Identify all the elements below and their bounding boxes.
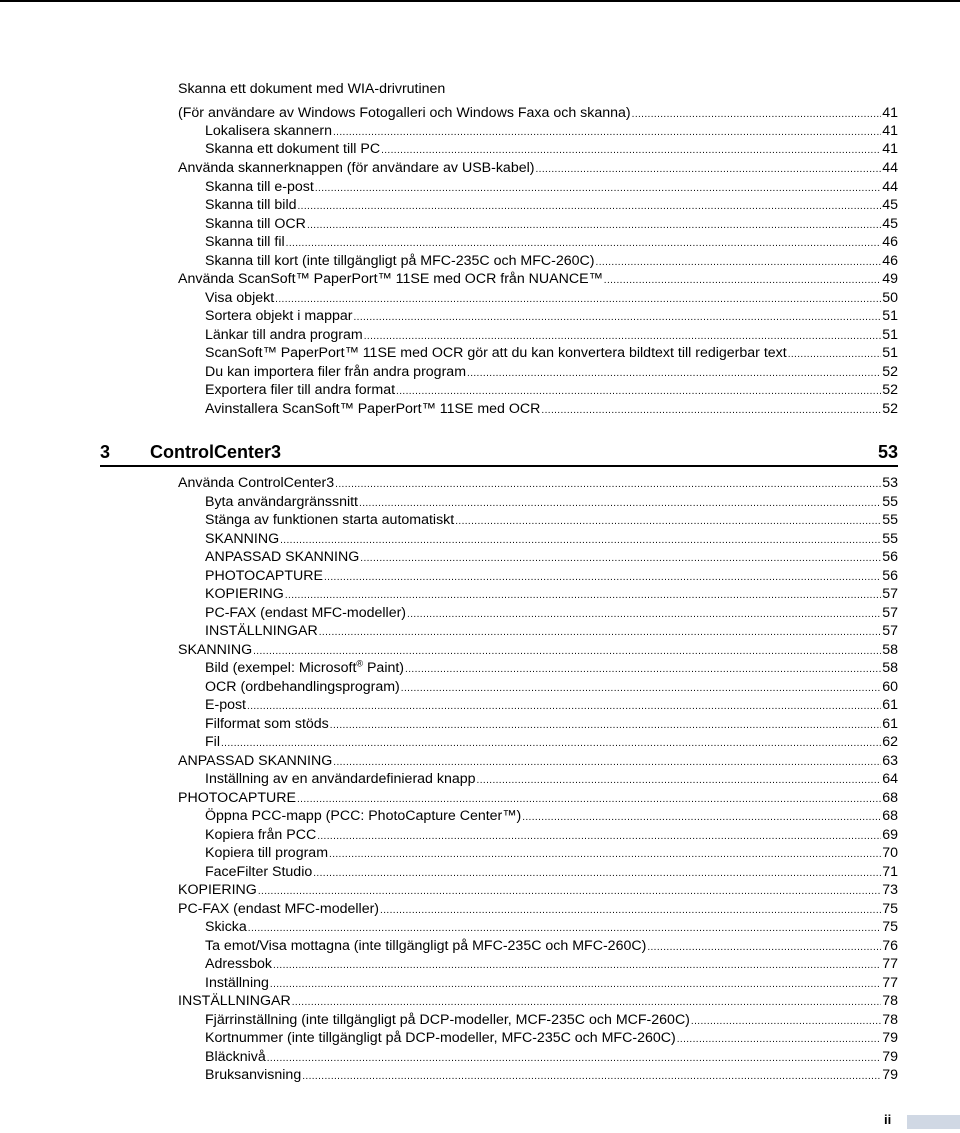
toc-entry-text: Bläcknivå [205,1049,266,1065]
toc-entry[interactable] [205,863,898,881]
leader-dots [396,383,881,401]
toc-page-number: 57 [882,586,898,602]
toc-entry-text: Öppna PCC-mapp (PCC: PhotoCapture Center™) [205,808,522,824]
toc-entry[interactable] [205,955,898,973]
toc-page-number: 41 [882,141,898,157]
toc-entry[interactable] [205,252,898,270]
toc-entry-text: Adressbok [205,956,273,972]
toc-page-number: 71 [882,864,898,880]
toc-entry[interactable] [205,530,898,548]
toc-entry-text: ANPASSAD SKANNING [178,753,333,769]
toc-entry[interactable] [205,196,898,214]
toc-page-number: 68 [882,790,898,806]
toc-page-number: 64 [882,771,898,787]
toc-page-number: 52 [882,401,898,417]
toc-entry[interactable] [205,937,898,955]
toc-page-number: 78 [882,993,898,1009]
toc-entry[interactable] [205,807,898,825]
toc-entry[interactable] [178,641,898,659]
toc-entry[interactable] [205,567,898,585]
toc-entry-text [205,659,404,677]
toc-entry-text: Kortnummer (inte tillgängligt på DCP-modeller, MFC-235C och MFC-260C) [205,1030,676,1046]
toc-entry[interactable] [178,789,898,807]
toc-page-number: 75 [882,919,898,935]
leader-dots [298,198,882,216]
toc-entry-text: PC-FAX (endast MFC-modeller) [205,605,407,621]
toc-entry[interactable] [205,122,898,140]
footer-color-bar [907,1115,960,1129]
toc-entry-text: SKANNING [178,642,253,658]
toc-page-number: 76 [882,938,898,954]
toc-page-number: 50 [882,290,898,306]
toc-entry-text: Fil [205,734,220,750]
toc-page-number: 45 [882,197,898,213]
leader-dots [248,920,881,938]
toc-page-number: 49 [882,271,898,287]
toc-entry[interactable] [205,215,898,233]
toc-page-number: 57 [882,623,898,639]
toc-entry-text: Skanna till OCR [205,216,306,232]
toc-entry-text: Kopiera till program [205,845,329,861]
toc-entry-text: FaceFilter Studio [205,864,313,880]
toc-entry[interactable] [205,622,898,640]
toc-page-number: 69 [882,827,898,843]
toc-entry-text: KOPIERING [205,586,284,602]
toc-entry[interactable] [205,1048,898,1066]
toc-entry[interactable] [205,548,898,566]
toc-entry[interactable] [205,307,898,325]
leader-dots [455,513,881,531]
toc-entry-text: Avinstallera ScanSoft™ PaperPort™ 11SE med OCR [205,401,541,417]
toc-entry[interactable] [205,344,898,362]
top-rule [0,0,960,2]
toc-page-number: 79 [882,1030,898,1046]
toc-page-number: 77 [882,975,898,991]
toc-page-number: 44 [882,179,898,195]
leader-dots [604,272,881,290]
toc-entry-text: Skicka [205,919,247,935]
toc-entry-text: Stänga av funktionen starta automatiskt [205,512,455,528]
toc-entry-text: Använda ScanSoft™ PaperPort™ 11SE med OCR från NUANCE™ [178,271,603,287]
toc-entry-text: PC-FAX (endast MFC-modeller) [178,901,380,917]
leader-dots [335,476,881,494]
toc-page-number: 68 [882,808,898,824]
toc-entry-text: (För användare av Windows Fotogalleri och Windows Faxa och skanna) [178,105,631,121]
toc-entry[interactable] [205,733,898,751]
registered-mark: ® [356,658,364,669]
toc-entry-text: PHOTOCAPTURE [178,790,296,806]
leader-dots [292,994,881,1012]
leader-dots [329,846,881,864]
toc-page-number: 55 [882,512,898,528]
toc-entry[interactable] [205,770,898,788]
toc-entry[interactable] [178,104,898,122]
toc-entry-text: Byta användargränssnitt [205,494,359,510]
leader-dots [285,587,881,605]
leader-dots [273,957,881,975]
toc-entry-text: Bruksanvisning [205,1067,302,1083]
toc-entry[interactable] [178,900,898,918]
toc-entry[interactable] [205,140,898,158]
toc-page-number: 51 [882,345,898,361]
toc-entry[interactable] [205,326,898,344]
toc-entry-text: OCR (ordbehandlingsprogram) [205,679,400,695]
toc-page-number: 75 [882,901,898,917]
toc-entry[interactable] [178,881,898,899]
toc-entry-text: Skanna till e-post [205,179,314,195]
toc-entry[interactable] [205,178,898,196]
toc-entry[interactable] [205,604,898,622]
leader-dots [541,402,881,420]
leader-dots [535,161,881,179]
toc-entry[interactable] [205,715,898,733]
toc-entry-text: Visa objekt [205,290,275,306]
leader-dots [302,1068,881,1086]
toc-page-number: 73 [882,882,898,898]
toc-page-number: 53 [882,475,898,491]
toc-page-number: 58 [882,660,898,676]
toc-page-number: 46 [882,234,898,250]
toc-page-number: 61 [882,716,898,732]
chapter-rule [100,465,898,467]
toc-page-number: 51 [882,308,898,324]
footer-page-label: ii [884,1112,892,1127]
toc-entry[interactable] [205,493,898,511]
toc-entry-text: Lokalisera skannern [205,123,332,139]
toc-page-number: 41 [882,123,898,139]
chapter-number: 3 [100,441,111,462]
toc-entry[interactable] [205,1011,898,1029]
toc-entry[interactable] [205,233,898,251]
toc-page-number: 70 [882,845,898,861]
toc-entry-text: Sortera objekt i mappar [205,308,353,324]
toc-page-number: 79 [882,1067,898,1083]
toc-entry-text-part: Bild (exempel: Microsoft [205,660,357,676]
toc-entry[interactable] [205,974,898,992]
toc-entry-text-part: Paint) [363,660,405,676]
toc-entry[interactable] [178,474,898,492]
leader-dots [360,550,881,568]
leader-dots [677,1031,882,1049]
toc-entry[interactable] [205,400,898,418]
toc-entry-text: Ta emot/Visa mottagna (inte tillgängligt på MFC-235C och MFC-260C) [205,938,647,954]
toc-page-number: 55 [882,531,898,547]
toc-entry[interactable] [205,696,898,714]
toc-entry[interactable] [205,381,898,399]
leader-dots [522,809,881,827]
leader-dots [258,883,881,901]
leader-dots [247,698,881,716]
toc-entry-text: Använda skannerknappen (för användare av USB-kabel) [178,160,535,176]
toc-entry[interactable] [205,678,898,696]
toc-entry-text: PHOTOCAPTURE [205,568,323,584]
toc-page-number: 58 [882,642,898,658]
toc-entry-text: INSTÄLLNINGAR [178,993,291,1009]
toc-entry[interactable] [178,270,898,288]
toc-entry-text: Länkar till andra program [205,327,363,343]
toc-entry[interactable] [178,752,898,770]
toc-entry-text: ANPASSAD SKANNING [205,549,360,565]
toc-page-number: 79 [882,1049,898,1065]
toc-page-number: 62 [882,734,898,750]
toc-entry[interactable] [205,585,898,603]
toc-entry[interactable] [178,80,445,98]
toc-entry-text: Inställning [205,975,269,991]
toc-page-number: 52 [882,364,898,380]
toc-page-number: 46 [882,253,898,269]
toc-entry[interactable] [205,1066,898,1084]
toc-page-number: 56 [882,549,898,565]
toc-entry[interactable] [205,844,898,862]
toc-page-number: 51 [882,327,898,343]
toc-entry-text: Skanna ett dokument med WIA-drivrutinen [178,81,446,97]
toc-entry-text: ScanSoft™ PaperPort™ 11SE med OCR gör att du kan konvertera bildtext till redigerbar text [205,345,787,361]
toc-entry-text: Skanna till kort (inte tillgängligt på MFC-235C och MFC-260C) [205,253,595,269]
toc-entry-text: Kopiera från PCC [205,827,317,843]
toc-entry[interactable] [205,289,898,307]
toc-page-number: 61 [882,697,898,713]
leader-dots [221,735,881,753]
toc-entry-text: Inställning av en användardefinierad knapp [205,771,476,787]
toc-entry-text: SKANNING [205,531,280,547]
chapter-page-number: 53 [877,441,898,462]
toc-entry-text: Skanna till fil [205,234,285,250]
toc-entry-text: Skanna ett dokument till PC [205,141,381,157]
toc-page-number: 52 [882,382,898,398]
toc-entry[interactable] [205,659,898,677]
toc-entry-text: Fjärrinställning (inte tillgängligt på DCP-modeller, MCF-235C och MCF-260C) [205,1012,690,1028]
toc-entry[interactable] [178,992,898,1010]
toc-entry-text: Exportera filer till andra format [205,382,396,398]
leader-dots [319,624,881,642]
leader-dots [788,346,882,364]
toc-entry[interactable] [205,918,898,936]
leader-dots [405,661,881,679]
chapter-title: ControlCenter3 [150,441,282,462]
toc-entry-text: Skanna till bild [205,197,297,213]
toc-page-number: 63 [882,753,898,769]
toc-page-number: 55 [882,494,898,510]
leader-dots [381,142,881,160]
leader-dots [286,235,882,253]
toc-entry-text: E-post [205,697,247,713]
toc-page-number: 44 [882,160,898,176]
toc-page-number: 60 [882,679,898,695]
toc-entry[interactable] [178,159,898,177]
toc-entry-text: Använda ControlCenter3 [178,475,335,491]
toc-entry[interactable] [205,511,898,529]
toc-page-number: 45 [882,216,898,232]
toc-entry[interactable] [205,363,898,381]
toc-page-number: 77 [882,956,898,972]
chapter-heading[interactable] [100,440,898,464]
toc-page-number: 78 [882,1012,898,1028]
toc-entry-text: INSTÄLLNINGAR [205,623,318,639]
toc-entry[interactable] [205,826,898,844]
toc-page-number: 41 [882,105,898,121]
toc-entry-text: Du kan importera filer från andra program [205,364,467,380]
leader-dots [477,772,882,790]
toc-entry[interactable] [205,1029,898,1047]
toc-entry-text: KOPIERING [178,882,257,898]
toc-page-number: 56 [882,568,898,584]
toc-entry-text: Filformat som stöds [205,716,329,732]
toc-page-number: 57 [882,605,898,621]
leader-dots [353,309,881,327]
